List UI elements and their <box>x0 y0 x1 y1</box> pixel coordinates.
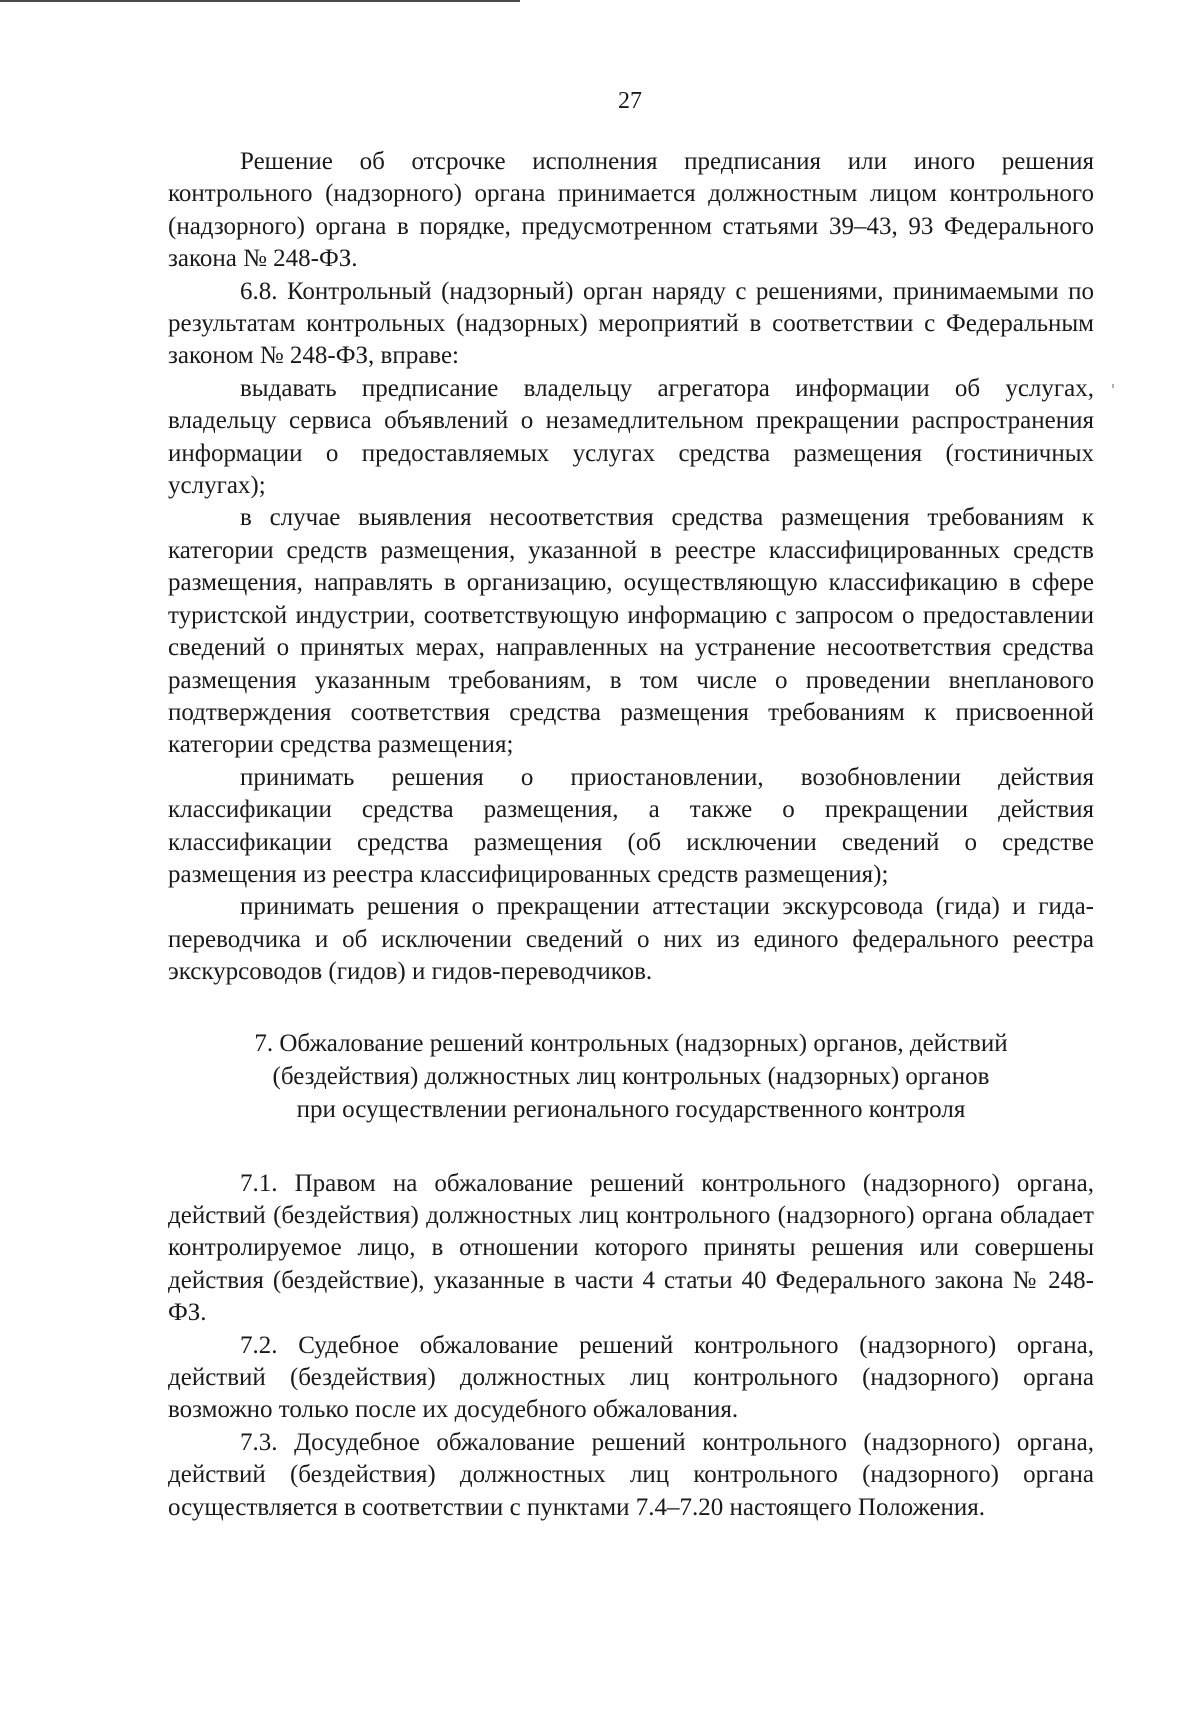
paragraph-nonconformity: в случае выявления несоответствия средства размещения требованиям к категории средств размещения, указанной в реестре классифицированных средств размещения, направлять в организацию, осуществляющую классификацию в сфере туристской индустрии, соответствующую информацию с запросом о предоставлении сведений о принятых мерах, направленных на устранение несоответствия средства размещения указанным требованиям, в том числе о проведении внепланового подтверждения соответствия средства размещения требованиям к присвоенной категории средства размещения; <box>168 504 1094 759</box>
paragraph-deferral-decision: Решение об отсрочке исполнения предписания или иного решения контрольного (надзорного) органа принимается должностным лицом контрольного (надзорного) органа в порядке, предусмотренном статьями 39–43, 93 Федерального закона № 248-ФЗ. <box>168 148 1094 273</box>
section-heading-line-1: 7. Обжалование решений контрольных (надзорных) органов, действий <box>254 1029 1008 1057</box>
paragraph-suspend-classification: принимать решения о приостановлении, возобновлении действия классификации средства размещения, а также о прекращении действия классификации средства размещения (об исключении сведений о средстве размещения из реестра классифицированных средств размещения); <box>168 763 1094 888</box>
page-number: 27 <box>618 88 642 114</box>
paragraph-6-8: 6.8. Контрольный (надзорный) орган наряду с решениями, принимаемыми по результатам контрольных (надзорных) мероприятий в соответствии с Федеральным законом № 248-ФЗ, вправе: <box>168 277 1094 370</box>
document-body <box>168 146 1094 1524</box>
section-heading-line-2: (бездействия) должностных лиц контрольных (надзорных) органов <box>272 1062 990 1090</box>
paragraph-7-3: 7.3. Досудебное обжалование решений контрольного (надзорного) органа, действий (бездействия) должностных лиц контрольного (надзорного) органа осуществляется в соответствии с пунктами 7.4–7.20 настоящего Положения. <box>168 1428 1094 1521</box>
paragraph-7-1: 7.1. Правом на обжалование решений контрольного (надзорного) органа, действий (бездействия) должностных лиц контрольного (надзорного) органа обладает контролируемое лицо, в отношении которого приняты решения или совершены действия (бездействие), указанные в части 4 статьи 40 Федерального закона № 248-ФЗ. <box>168 1169 1094 1327</box>
section-heading-7 <box>168 1027 1094 1126</box>
section-heading-line-3: при осуществлении регионального государственного контроля <box>296 1095 966 1123</box>
scan-edge-line <box>0 0 520 2</box>
paragraph-terminate-attestation: принимать решения о прекращении аттестации экскурсовода (гида) и гида-переводчика и об исключении сведений о них из единого федерального реестра экскурсоводов (гидов) и гидов-переводчиков. <box>168 893 1094 986</box>
paragraph-issue-order: выдавать предписание владельцу агрегатора информации об услугах, владельцу сервиса объявлений о незамедлительном прекращении распространения информации о предоставляемых услугах средства размещения (гостиничных услугах); <box>168 374 1094 500</box>
paragraph-7-2: 7.2. Судебное обжалование решений контрольного (надзорного) органа, действий (бездействия) должностных лиц контрольного (надзорного) органа возможно только после их досудебного обжалования. <box>168 1331 1094 1424</box>
scan-speck <box>1112 384 1114 388</box>
